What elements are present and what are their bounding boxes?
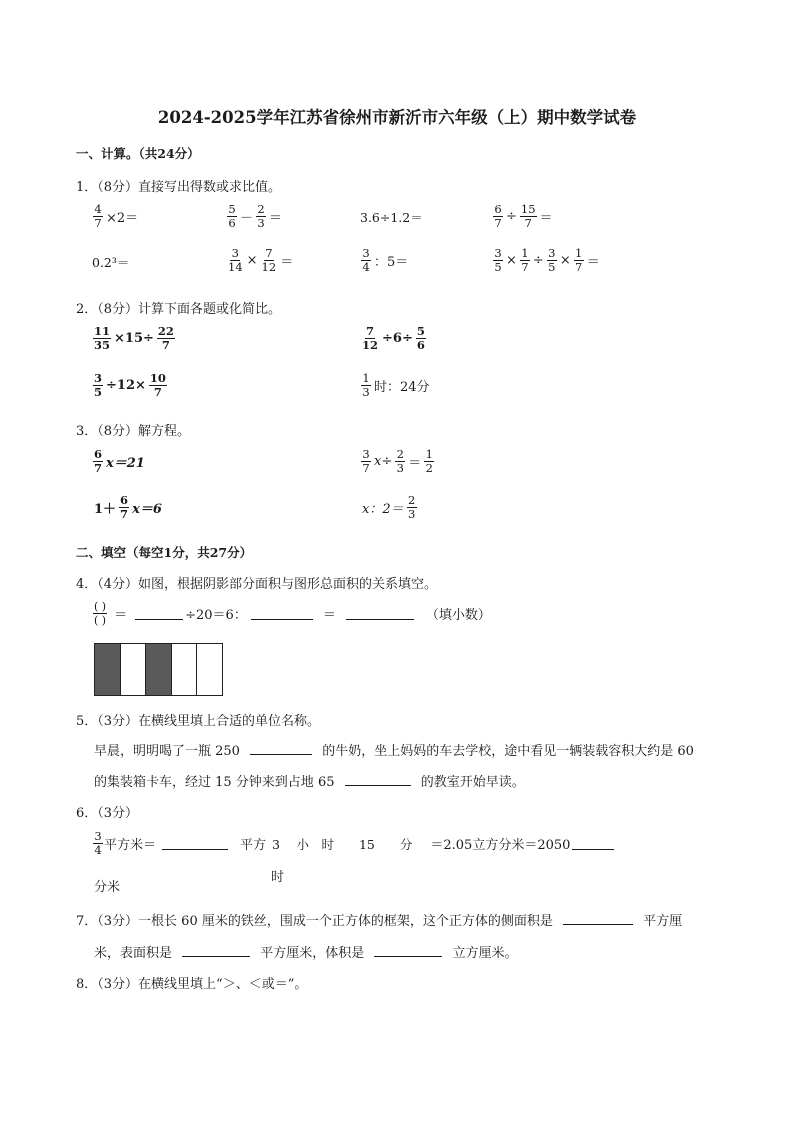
q7-line-1: 7．（3分）一根长 60 厘米的铁丝，围成一个正方体的框架，这个正方体的侧面积是 平方厘 — [76, 914, 683, 929]
q2-a: $\frac{11}{35}$ ×15÷ $\frac{22}{7}$ — [94, 324, 174, 352]
figure-cell — [172, 644, 198, 695]
q3-c: 1＋ $\frac{6}{7}$ x＝6 — [94, 493, 162, 521]
q5-line-1: 早晨，明明喝了一瓶 250 的牛奶，坐上妈妈的车去学校，途中看见一辆装载容积大约是 60 — [94, 744, 694, 759]
page-title: 2024-2025学年江苏省徐州市新沂市六年级（上）期中数学试卷 — [157, 108, 637, 127]
q6-blank-1[interactable] — [162, 837, 228, 850]
q4-blank-2[interactable] — [251, 607, 313, 620]
section-2-heading: 二、填空（每空1分，共27分） — [76, 545, 253, 560]
q1-f: $\frac{3}{14}$ × $\frac{7}{12}$ ＝ — [228, 246, 294, 274]
q1-a: $\frac{4}{7}$ ×2＝ — [94, 202, 139, 230]
figure-cell — [197, 644, 222, 695]
q6-unit-square-decimeter: 分米 — [94, 880, 121, 895]
shaded-rectangle-figure — [94, 643, 223, 696]
q6-line: $\frac{3}{4}$ 平方米＝ 平方 3 小 时 15 分 ＝2.05立方分米＝2050 — [92, 830, 614, 857]
q3-b: $\frac{3}{7}$ x÷ $\frac{2}{3}$ ＝ $\frac{1}{2}$ — [362, 447, 433, 475]
q4-blank-1[interactable] — [135, 607, 183, 620]
q6-stem: 6．（3分） — [76, 806, 139, 821]
q6-blank-3[interactable] — [572, 837, 614, 850]
q2-c: $\frac{3}{5}$ ÷12× $\frac{10}{7}$ — [94, 371, 166, 399]
q1-e: 0.2³＝ — [92, 255, 130, 270]
q5-blank-1[interactable] — [250, 742, 312, 755]
figure-cell — [146, 644, 172, 695]
q2-stem: 2．（8分）计算下面各题或化简比。 — [76, 302, 282, 317]
q1-c: 3.6÷1.2＝ — [360, 210, 423, 225]
q1-stem: 1．（8分）直接写出得数或求比值。 — [76, 180, 282, 195]
q7-blank-3[interactable] — [374, 944, 442, 957]
q8-stem: 8．（3分）在横线里填上“＞、＜或＝”。 — [76, 977, 308, 992]
q2-b: $\frac{7}{12}$ ÷6÷ $\frac{5}{6}$ — [362, 324, 425, 352]
q1-g: $\frac{3}{4}$ ：5＝ — [362, 246, 409, 274]
q6-unit-hour: 时 — [271, 870, 285, 885]
q3-a: $\frac{6}{7}$ x＝21 — [94, 447, 145, 475]
q5-stem: 5．（3分）在横线里填上合适的单位名称。 — [76, 714, 321, 729]
q4-stem: 4．（4分）如图，根据阴影部分面积与图形总面积的关系填空。 — [76, 577, 438, 592]
q1-b: $\frac{5}{6}$ － $\frac{2}{3}$ ＝ — [228, 202, 283, 230]
q7-blank-2[interactable] — [182, 944, 250, 957]
q4-fill-line: $\frac{( )}{( )}$ ＝ ÷20＝6： ＝ （填小数） — [94, 600, 491, 627]
q3-stem: 3．（8分）解方程。 — [76, 424, 191, 439]
section-1-heading: 一、计算。（共24分） — [76, 146, 200, 161]
q2-d: $\frac{1}{3}$ 时：24分 — [362, 371, 430, 399]
figure-cell — [121, 644, 147, 695]
q3-d: x：2＝ $\frac{2}{3}$ — [362, 493, 416, 521]
q1-h: $\frac{3}{5}$ × $\frac{1}{7}$ ÷ $\frac{3}{5}$ × $\frac{1}{7}$ ＝ — [494, 246, 600, 274]
q7-line-2: 米，表面积是 平方厘米，体积是 立方厘米。 — [94, 946, 518, 961]
q7-blank-1[interactable] — [563, 912, 633, 925]
q5-blank-2[interactable] — [345, 773, 411, 786]
q4-blank-3[interactable] — [346, 607, 414, 620]
q5-line-2: 的集装箱卡车，经过 15 分钟来到占地 65 的教室开始早读。 — [94, 775, 525, 790]
figure-cell — [95, 644, 121, 695]
q1-d: $\frac{6}{7}$ ÷ $\frac{15}{7}$ ＝ — [494, 202, 553, 230]
